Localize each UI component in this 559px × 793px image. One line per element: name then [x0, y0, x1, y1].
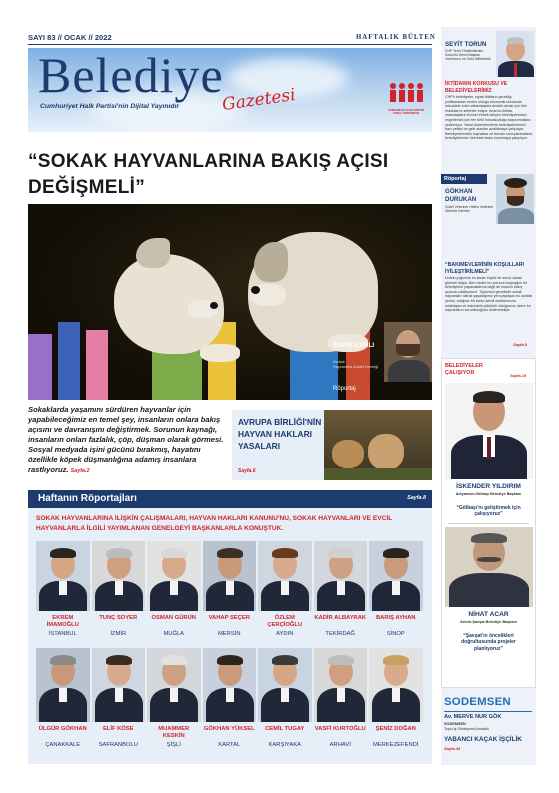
mayor-photo — [369, 541, 423, 611]
mayor-city: AYDIN — [276, 631, 294, 637]
eu-laws-photo — [324, 410, 432, 480]
mayor-card[interactable] — [92, 648, 146, 760]
mayor-card[interactable] — [258, 648, 312, 760]
mayor-name: ÖZLEM ÇERÇİOĞLU — [267, 615, 303, 629]
torun-article-body: CHP'li belediyeler, siyasi iktidarın yarattığı politikalardan neden olduğu ekonomik buhranda mücadele eden vatandaşlara destek olmak için tüm imkânlarını seferber ediyor. Ama bu iktidar, vatandaşlara Kızmet etmek isteyen belediyelerimizi engellemek için her türlü hukuksuzluğu başvurmaktan çekinmiyor. Yasal düzenlemelerle belediyelerimizin bazı yetkisi ve gelir alanları azaltılmaya çalışılıyor. Belediyelerimizin kaynaklar ve bunları sonuçlanmalarla belediyelerimiz üzerinde baskı kurulmaya çalışılıyor. — [445, 95, 533, 141]
mayor-name: MUAMMER KESKİN — [158, 726, 190, 740]
yildirim-quote: “Gölbaşı'nı geliştirmek için çalışıyoruz” — [456, 505, 521, 518]
mayor-photo — [147, 541, 201, 611]
mayor-name: GÖKHAN YÜKSEL — [203, 726, 255, 732]
masthead-subtitle: Cumhuriyet Halk Partisi'nin Dijital Yayınıdır — [40, 103, 180, 110]
mayor-card[interactable] — [369, 541, 423, 645]
torun-card[interactable] — [441, 27, 536, 189]
mayor-photo — [92, 648, 146, 722]
mayor-card[interactable] — [314, 541, 368, 645]
mayor-city: ARHAVİ — [329, 742, 351, 748]
mayor-city: MERKEZEFENDİ — [373, 742, 419, 748]
eu-laws-title: AVRUPA BİRLİĞİ'NİN HAYVAN HAKLARI YASALARI — [238, 417, 322, 452]
interviews-intro: SOKAK HAYVANLARINA İLİŞKİN ÇALIŞMALARI, HAYVAN HAKLARI KANUNU'NU, SOKAK HAYVANLARI VE EVCİL HAYVANLARLA İLGİLİ YAYIMLANAN GENELGEYİ BAŞKANLARLA KONUŞTUK. — [36, 515, 393, 532]
mayor-city: TEKİRDAĞ — [325, 631, 356, 637]
mayor-photo — [36, 648, 90, 722]
mayor-name: CEMİL TUGAY — [265, 726, 305, 732]
mayor-city: ŞİŞLİ — [166, 742, 181, 748]
durukan-card[interactable] — [441, 172, 536, 355]
yildirim-name: İSKENDER YILDIRIM — [456, 483, 521, 490]
sodemsen-author: Av. MERVE NUR GÖK — [444, 714, 502, 720]
mayor-city: ÇANAKKALE — [45, 742, 81, 748]
durukan-name: GÖKHAN DURUKAN — [445, 188, 477, 203]
mayor-card[interactable] — [203, 541, 257, 645]
mayor-name: EKREM İMAMOĞLU — [46, 615, 79, 629]
photo-caption-name: BARIŞ KARLI — [333, 342, 375, 349]
mayor-card[interactable] — [203, 648, 257, 760]
torun-photo — [496, 31, 534, 77]
yildirim-photo — [445, 383, 533, 479]
interviews-page: Sayfa.8 — [407, 495, 426, 501]
torun-role: CHP Yerel Yönetimlerden Sorumlu Genel Başkan Yardımcısı ve Ordu Milletvekili — [445, 49, 491, 62]
mayor-photo — [92, 541, 146, 611]
mayor-name: VASFİ KURTOĞLU — [314, 726, 366, 732]
belediyeler-calisiyor[interactable] — [441, 358, 536, 688]
mayor-city: SAFRANBOLU — [98, 742, 138, 748]
main-photo[interactable] — [28, 204, 432, 400]
mayor-photo — [258, 648, 312, 722]
durukan-role: Güzel Veteriner Hekim Veteriner Ülkemiz Üzerine — [445, 205, 494, 214]
photo-caption-org: Hayvanlara Adalet Derneği — [333, 365, 379, 369]
mayors-row-2 — [36, 648, 428, 760]
mayor-card[interactable] — [36, 648, 90, 760]
interviews-title: Haftanın Röportajları — [38, 493, 137, 504]
mayors-row-1 — [36, 541, 428, 645]
issue-info: SAYI 83 // OCAK // 2022 — [28, 33, 112, 42]
acar-name: NİHAT ACAR — [468, 611, 509, 618]
eu-laws-page: Sayfa.6 — [238, 468, 256, 474]
mayor-city: MERSİN — [217, 631, 241, 637]
mayor-name: ŞENİZ DOĞAN — [375, 726, 416, 732]
durukan-tag: Röportaj — [441, 174, 487, 184]
mayor-card[interactable] — [314, 648, 368, 760]
mayor-photo — [258, 541, 312, 611]
mayor-photo — [314, 648, 368, 722]
mayor-photo — [314, 541, 368, 611]
sodemsen-title: YABANCI KAÇAK İŞÇİLİK — [444, 736, 522, 743]
mayor-name: KADİR ALBAYRAK — [314, 615, 367, 621]
calisiyor-header: BELEDİYELER ÇALIŞIYOR — [445, 363, 483, 376]
durukan-article-body: Ürdeki yoğunluk bu kadar büyük bir sorun olarak görmek istiyor. Ben neden bu sorunun kaynağını bir belediyenin yapacaklarına değil de insanın bakış açısına odaklıyorum. Toplumun genelinde sokak hayvanları olarak yaşadığımız yeri paylaşan bu canlılar yerine, sahipsiz bir kadın-kendi dostlarımızla ortaklaşan ve bakmakla yükümlü olduğumuz üzere bu hayvanların sorumluluğunu üstlenmeliyiz. — [445, 276, 533, 313]
acar-role: Artvin-Şavşat Belediye Başkanı — [460, 620, 517, 624]
mayor-name: ELİF KÖSE — [102, 726, 134, 732]
sodemsen-role: Toplu İş Sözleşmesi Anadalı — [444, 727, 489, 731]
photo-caption-role: Avukat — [333, 360, 345, 364]
calisiyor-page: Sayfa.15 — [510, 373, 527, 378]
mayor-city: KARŞIYAKA — [268, 742, 301, 748]
sodemsen-page: Sayfa.34 — [444, 746, 461, 751]
sodemsen-card[interactable] — [441, 692, 536, 765]
yildirim-role: Adıyaman-Gölbaşı Belediye Başkanı — [455, 492, 522, 496]
mayor-photo — [203, 541, 257, 611]
sodemsen-org: SODEMSEN — [444, 722, 466, 726]
mayor-card[interactable] — [147, 541, 201, 645]
chp-logo: CUMHURİYET HALK PARTİSİ YEREL YÖNETİMLER — [387, 82, 425, 114]
mayor-name: VAHAP SEÇER — [208, 615, 250, 621]
torun-name: SEYİT TORUN — [445, 41, 487, 48]
durukan-page: Sayfa.5 — [513, 342, 528, 347]
durukan-article-title: “BAKIMEVLERİNİN KOŞULLARI İYİLEŞTİRİLMELİ” — [445, 262, 524, 275]
mayor-photo — [36, 541, 90, 611]
acar-photo — [445, 527, 533, 607]
edition-label: HAFTALIK BÜLTEN — [356, 34, 436, 41]
photo-tag: Röportaj — [333, 386, 356, 392]
durukan-photo — [496, 174, 534, 224]
mayor-city: SİNOP — [386, 631, 405, 637]
mayor-city: İSTANBUL — [48, 631, 77, 637]
mayor-name: ÜLGÜR GÖKHAN — [38, 726, 87, 732]
mayor-name: TUNÇ SOYER — [99, 615, 138, 621]
mayor-photo — [147, 648, 201, 722]
mayor-photo — [203, 648, 257, 722]
interviews-header-bar — [28, 490, 432, 508]
mayor-card[interactable] — [258, 541, 312, 645]
mayor-name: BARIŞ AYHAN — [375, 615, 416, 621]
sodemsen-logo: SODEMSEN — [444, 696, 511, 708]
lead-text[interactable]: Sokaklarda yaşamını sürdüren hayvanlar için yapabileceğimiz en temel şey, insanların onlara bakış açısını ve davranışını değiştirmek. Sorunun kaynağı, insanların onları fazlalık, çöp, düşman olarak görmesi. Sosyal medyada işini gücünü bırakmış, hayatını özellikle köpek düşmanlığına adamış insanlara rastlıyoruz. Sayfa.2 — [28, 405, 224, 474]
mayor-city: MUĞLA — [163, 631, 185, 637]
eu-laws-box[interactable] — [232, 410, 432, 480]
masthead-title: Belediye — [38, 47, 224, 103]
acar-quote: “Şavşat'ın öncelikleri doğrultusunda projeler planlıyoruz” — [461, 633, 516, 652]
lead-page-ref: Sayfa.2 — [70, 468, 90, 474]
mayor-city: İZMİR — [110, 631, 127, 637]
mayor-card[interactable] — [36, 541, 90, 645]
mayor-photo — [369, 648, 423, 722]
torun-article-title: İKTİDARIN KORKUSU VE BELEDİYELERİMİZ — [445, 81, 508, 94]
mayor-card[interactable] — [147, 648, 201, 760]
mayor-card[interactable] — [369, 648, 423, 760]
baris-karli-photo — [384, 322, 432, 382]
main-headline[interactable]: “SOKAK HAYVANLARINA BAKIŞ AÇISI DEĞİŞMELİ” — [28, 151, 389, 198]
mayor-city: KARTAL — [218, 742, 241, 748]
mayor-name: OSMAN GÜRÜN — [151, 615, 196, 621]
masthead-script: Gazetesi — [220, 84, 297, 116]
mayor-card[interactable] — [92, 541, 146, 645]
